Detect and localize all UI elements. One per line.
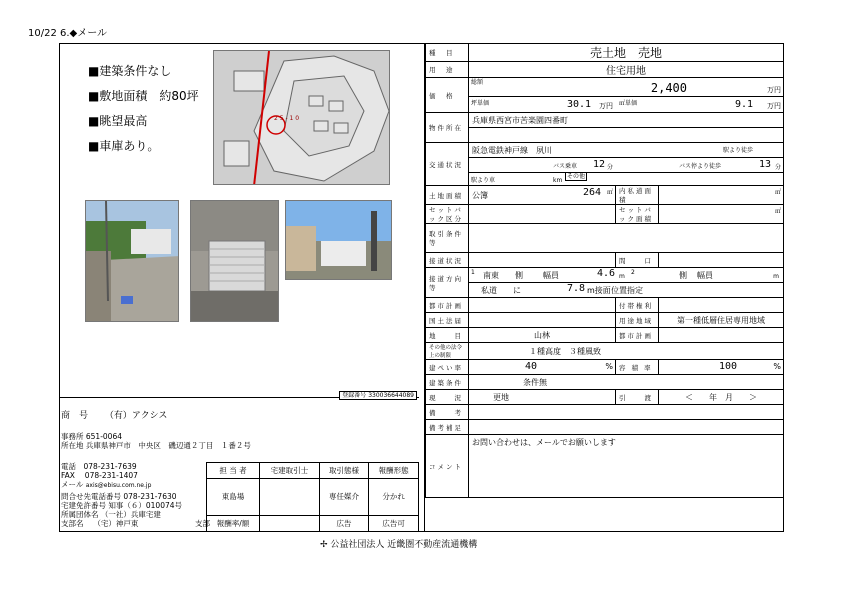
photo-street-drawing [86, 201, 179, 322]
road1-side: 側 [515, 271, 523, 280]
restrict-label: 付帯権利 [616, 298, 659, 313]
agent-header: 報酬形態 [369, 463, 419, 479]
tsubo-label: 坪単価 [471, 100, 490, 107]
zone-label: 用途地域 [616, 313, 659, 328]
fax-value: 078-231-1407 [84, 471, 138, 480]
road1-len-label: に [513, 286, 521, 295]
urban-label: 都市計画 [616, 328, 659, 343]
footer-org [320, 537, 477, 550]
comment-label: コメント [426, 435, 469, 498]
far-cell [659, 360, 784, 375]
sqm-label: ㎡単価 [619, 100, 638, 107]
branch-value: （宅）神戸東 [93, 519, 139, 528]
company-branch [61, 519, 138, 528]
fee-label: 報酬率/額 [207, 516, 260, 532]
handover-value: ＜ 年 月 ＞ [659, 390, 784, 405]
property-use: 住宅用地 [469, 62, 784, 78]
private-road-label: 内私道面積 [616, 186, 659, 205]
agent-header: 取引態様 [319, 463, 369, 479]
address-value: 兵庫県神戸市 中央区 磯辺通２丁目 １番２号 [85, 441, 251, 450]
status-label: 現 況 [426, 390, 469, 405]
photo-view-drawing [286, 201, 392, 280]
road1-len-unit: m接面 [587, 286, 611, 295]
car-unit: km [553, 177, 563, 184]
road-status-label: 接道状況 [426, 253, 469, 268]
road2-side: 側 [679, 271, 687, 280]
company-name-label: 商 号 [61, 411, 89, 421]
bus-min: 12 [593, 159, 606, 170]
office-label: 事務所 [61, 432, 84, 441]
car-cell [469, 173, 784, 186]
build-cond-value: 条件無 [469, 375, 784, 390]
road1-len: 7.8 [567, 283, 586, 294]
company-tel [61, 462, 137, 471]
road1-type: 私道 [481, 286, 497, 295]
road1-dir: 南東 [483, 271, 499, 280]
unit-price-cell [469, 97, 784, 113]
conditions-label: 取引条件等 [426, 224, 469, 253]
map-lot-label: 2 5 - 1 0 [274, 115, 300, 122]
fax-label: FAX [61, 471, 75, 480]
far-unit: % [773, 362, 781, 371]
position-label: 位置指定 [611, 286, 643, 295]
bcr-unit: % [605, 362, 613, 371]
conditions-value [469, 224, 784, 253]
agent-cell [260, 478, 320, 515]
road1-unit: m [619, 273, 625, 280]
sqm-unit: 万円 [767, 102, 781, 110]
comment-value: お問い合わせは、メールでお願いします [469, 435, 784, 498]
agent-header: 担 当 者 [207, 463, 260, 479]
contact-value: 078-231-7630 [123, 492, 177, 501]
agent-cell: 専任媒介 [319, 478, 369, 515]
footer-text: 公益社団法人 近畿圏不動産流通機構 [330, 540, 478, 550]
restrict-value [659, 298, 784, 313]
detail-panel [424, 43, 784, 532]
company-license [61, 501, 182, 510]
ad-value: 広告可 [369, 516, 419, 532]
land-category-value: 山林 [469, 328, 616, 343]
walk-unit: 分 [774, 164, 781, 171]
mail-label: メール [61, 480, 84, 489]
bullet-item: ■車庫あり。 [88, 139, 160, 153]
zone-value: 第一種低層住居専用地域 [659, 313, 784, 328]
fee-value [260, 516, 320, 532]
setback-unit: ㎡ [774, 208, 781, 215]
status-value: 更地 [469, 390, 616, 405]
road-status-value [469, 253, 616, 268]
location-label: 物件所在 [426, 113, 469, 143]
bus-label: バス乗車 [553, 163, 578, 170]
road2-no: 2 [631, 269, 635, 276]
bus-unit: 分 [607, 164, 614, 171]
location-value: 兵庫県西宮市苦楽園四番町 [469, 113, 784, 128]
company-name: （有）アクシス [104, 411, 168, 421]
bcr-value: 40 [525, 361, 538, 372]
property-type: 売土地 売地 [469, 44, 784, 62]
price-label: 価 格 [426, 78, 469, 113]
line-cell [469, 143, 784, 158]
company-assoc [61, 510, 161, 519]
bcr-label: 建ぺい率 [426, 360, 469, 375]
company-contact [61, 492, 177, 501]
land-cell [469, 186, 616, 205]
remarks2-value [469, 420, 784, 435]
org-logo-icon: ✢ [320, 540, 328, 550]
company-name-row [61, 408, 167, 421]
branch-suffix: 支部 [195, 519, 210, 528]
registration-number: 登録番号 330036644089 [339, 391, 417, 400]
tsubo-unit: 万円 [599, 102, 613, 110]
road1-width: 4.6 [597, 268, 616, 279]
road1-no: 1 [471, 269, 475, 276]
sqm-price: 9.1 [734, 99, 753, 110]
license-value: 知事（６）010074号 [108, 501, 183, 510]
bus-walk-label: バス停より徒歩 [679, 163, 722, 170]
type-label: 種 目 [426, 44, 469, 62]
setback-area-cell [659, 205, 784, 224]
license-label: 宅建免許番号 [61, 501, 106, 510]
land-type: 公簿 [472, 190, 488, 200]
remarks2-label: 備考補足 [426, 420, 469, 435]
ad-label: 広告 [319, 516, 369, 532]
company-office [61, 432, 122, 441]
station-walk-label: 駅より徒歩 [722, 147, 753, 154]
agent-cell: 分かれ [369, 478, 419, 515]
price-total-cell [469, 78, 784, 97]
traffic-label: 交通状況 [426, 143, 469, 186]
assoc-label: 所属団体名 [61, 510, 99, 519]
city-plan-label: 都市計画 [426, 298, 469, 313]
other-label: その他 [567, 173, 586, 180]
land-area: 264 [582, 187, 601, 198]
road1-width-label: 幅員 [543, 271, 559, 280]
feature-bullets [88, 62, 199, 154]
road-label: 接道方向等 [426, 268, 469, 298]
use-label: 用 途 [426, 62, 469, 78]
photo-street [85, 200, 179, 322]
total-unit: 万円 [767, 86, 781, 94]
location-extra [469, 128, 784, 143]
agent-header: 宅建取引士 [260, 463, 320, 479]
photo-garage-drawing [191, 201, 279, 322]
bullet-item: ■敷地面積 約80坪 [88, 89, 199, 103]
tsubo-price: 30.1 [567, 99, 592, 110]
right-label: 国土法届 [426, 313, 469, 328]
agent-cell: 東島場 [207, 478, 260, 515]
bullet-item: ■建築条件なし [88, 64, 172, 78]
land-category-label: 地 目 [426, 328, 469, 343]
photo-garage [190, 200, 279, 322]
tel-label: 電話 [61, 462, 76, 471]
private-road-cell [659, 186, 784, 205]
office-code: 651-0064 [85, 432, 122, 441]
road2-width-label: 幅員 [697, 271, 713, 280]
setback-area-label: セットバック面積 [616, 205, 659, 224]
frontage-value [659, 253, 784, 268]
address-label: 所在地 [61, 441, 84, 450]
company-fax [61, 471, 138, 480]
area-map [213, 50, 390, 185]
agent-table [206, 462, 419, 532]
car-label: 駅より車 [471, 177, 496, 184]
detail-table [425, 43, 784, 498]
total-price: 2,400 [650, 81, 687, 95]
map-drawing [214, 51, 390, 185]
setback-label: セットバック区分 [426, 205, 469, 224]
line-value: 阪急電鉄神戸線 夙川 [472, 145, 552, 155]
far-label: 容 積 率 [616, 360, 659, 375]
urban-value [659, 328, 784, 343]
remarks-value [469, 405, 784, 420]
city-plan-value [469, 298, 616, 313]
build-cond-label: 建築条件 [426, 375, 469, 390]
company-address [61, 441, 251, 450]
road-row [469, 268, 784, 283]
road-detail-row [469, 283, 784, 298]
remarks-label: 備 考 [426, 405, 469, 420]
private-road-unit: ㎡ [774, 189, 781, 196]
contact-label: 問合せ先電話番号 [61, 492, 121, 501]
other-limit-value: １種高度 ３種風致 [469, 343, 784, 360]
handover-label: 引 渡 [616, 390, 659, 405]
bus-walk: 13 [758, 159, 771, 170]
branch-label: 支部名 [61, 519, 84, 528]
right-value [469, 313, 616, 328]
road2-unit: m [773, 273, 779, 280]
tel-value: 078-231-7639 [83, 462, 137, 471]
frontage-label: 間 口 [616, 253, 659, 268]
bcr-cell [469, 360, 616, 375]
land-unit: ㎡ [606, 189, 613, 196]
bullet-item: ■眺望最高 [88, 114, 148, 128]
assoc-value: （一社）兵庫宅建 [100, 510, 161, 519]
company-mail [61, 480, 151, 489]
mail-value: axis@ebisu.com.ne.jp [85, 482, 152, 489]
bus-cell [469, 158, 784, 173]
total-label: 総額 [471, 79, 484, 86]
far-value: 100 [719, 361, 738, 372]
setback-value [469, 205, 616, 224]
land-label: 土地面積 [426, 186, 469, 205]
photo-view [285, 200, 392, 280]
other-limit-label: その他の法令上の制限 [426, 343, 469, 360]
fax-header: 10/22 6.◆メール [28, 28, 108, 39]
